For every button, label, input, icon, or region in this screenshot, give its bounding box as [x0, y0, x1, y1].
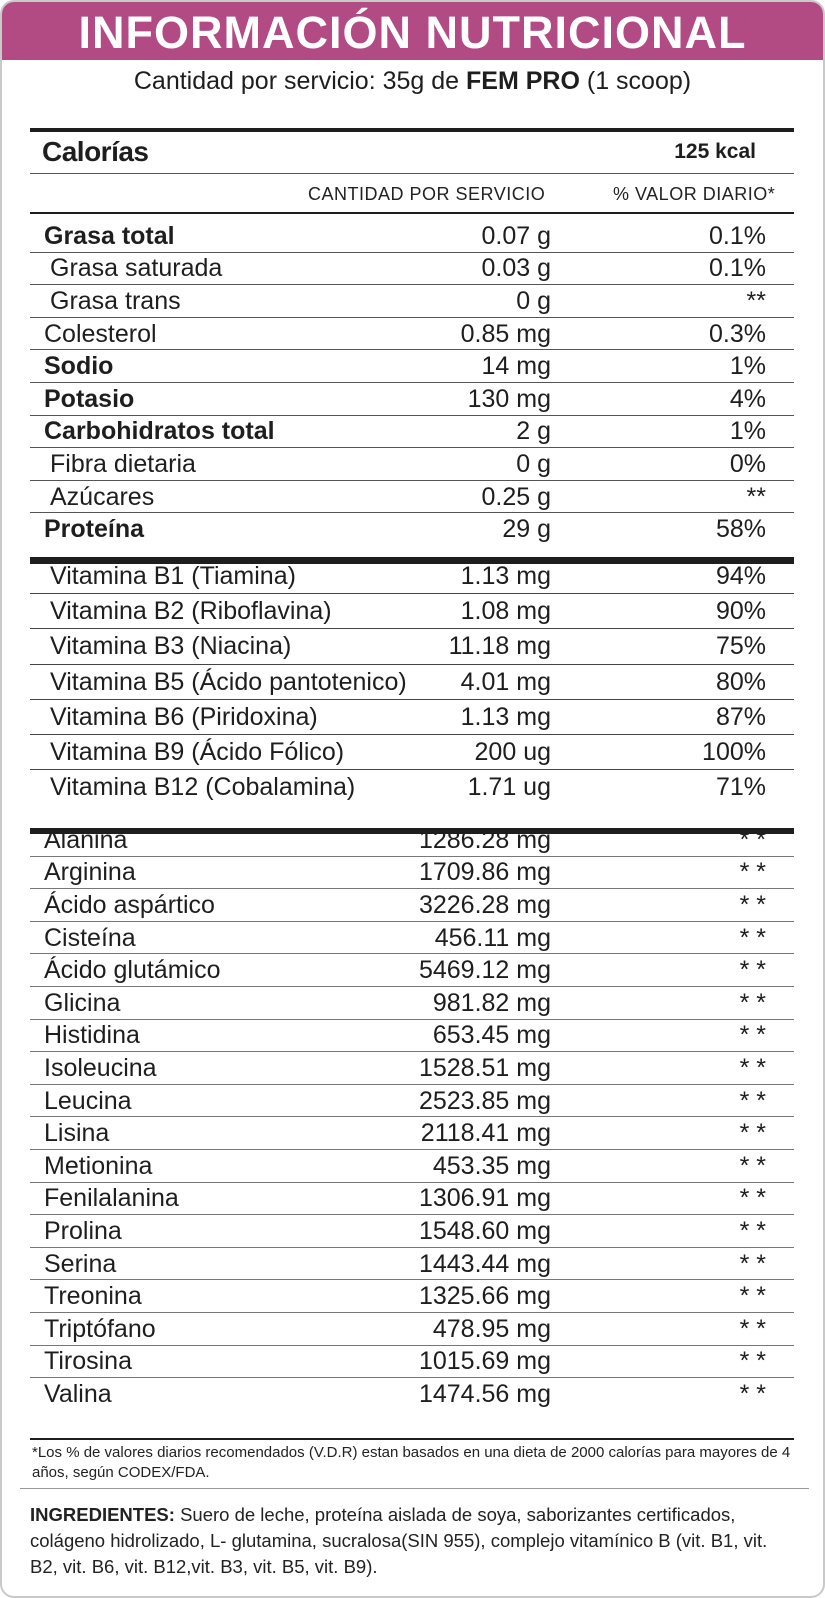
- vitamin-row: [30, 770, 794, 805]
- vitamin-row-amount: 4.01 mg: [460, 667, 551, 696]
- aminoacid-row: [30, 1020, 794, 1053]
- aminoacid-row-name: Isoleucina: [44, 1053, 157, 1082]
- serving-size: [2, 64, 823, 98]
- vitamin-row-name: Vitamina B2 (Riboflavina): [50, 597, 332, 626]
- vitamin-row-amount: 200 ug: [474, 738, 551, 767]
- aminoacid-row: [30, 922, 794, 955]
- aminoacid-row-name: Histidina: [44, 1021, 140, 1050]
- aminoacid-row-amount: 1015.69 mg: [418, 1347, 551, 1376]
- product-name: FEM PRO: [466, 67, 580, 95]
- aminoacid-row-daily-value: * *: [739, 1119, 766, 1148]
- nutrient-row-name: Grasa total: [44, 221, 175, 250]
- aminoacid-row: [30, 1313, 794, 1346]
- ingredients-label: INGREDIENTES:: [30, 1504, 175, 1525]
- vitamin-row: [30, 559, 794, 594]
- nutrient-row: [30, 513, 794, 546]
- aminoacid-row-daily-value: * *: [739, 923, 766, 952]
- aminoacid-row: [30, 1150, 794, 1183]
- aminoacid-row-name: Prolina: [44, 1216, 122, 1245]
- nutrient-row-daily-value: 1%: [729, 352, 766, 381]
- nutrient-row-name: Grasa trans: [50, 286, 181, 315]
- aminoacid-row-daily-value: * *: [739, 825, 766, 854]
- label-title: INFORMACIÓN NUTRICIONAL: [2, 2, 823, 60]
- aminoacid-row-daily-value: * *: [739, 890, 766, 919]
- aminoacid-row-daily-value: * *: [739, 1282, 766, 1311]
- aminoacid-row: [30, 1215, 794, 1248]
- calories-label: Calorías: [42, 136, 149, 167]
- aminoacid-row-daily-value: * *: [739, 1021, 766, 1050]
- vitamin-row-amount: 1.13 mg: [460, 562, 551, 591]
- vitamin-row-daily-value: 87%: [715, 702, 766, 731]
- nutrient-row-amount: 0.85 mg: [460, 319, 551, 348]
- vitamin-row-daily-value: 75%: [715, 632, 766, 661]
- aminoacid-row-daily-value: * *: [739, 1086, 766, 1115]
- aminoacid-row-name: Lisina: [44, 1119, 110, 1148]
- aminoacid-row-daily-value: * *: [739, 1184, 766, 1213]
- nutrient-row-amount: 29 g: [502, 515, 551, 544]
- nutrient-row-daily-value: **: [746, 482, 766, 511]
- aminoacid-row-name: Treonina: [44, 1282, 142, 1311]
- vitamin-row-daily-value: 71%: [715, 773, 766, 802]
- nutrient-row-daily-value: 0.1%: [709, 254, 766, 283]
- aminoacid-row-amount: 1548.60 mg: [418, 1216, 551, 1245]
- aminoacid-row-daily-value: * *: [739, 1151, 766, 1180]
- footnote-divider: [30, 1438, 794, 1440]
- vitamin-row-name: Vitamina B1 (Tiamina): [50, 562, 296, 591]
- aminoacid-row: [30, 824, 794, 857]
- aminoacid-row-daily-value: * *: [739, 1249, 766, 1278]
- nutrient-row-amount: 130 mg: [467, 384, 551, 413]
- aminoacid-row-amount: 456.11 mg: [434, 923, 551, 952]
- aminoacid-row-amount: 1474.56 mg: [418, 1379, 551, 1408]
- nutrient-row-name: Fibra dietaria: [50, 449, 196, 478]
- aminoacid-row-amount: 1528.51 mg: [418, 1053, 551, 1082]
- aminoacid-row-amount: 981.82 mg: [432, 988, 551, 1017]
- vitamin-row-name: Vitamina B3 (Niacina): [50, 632, 292, 661]
- nutrient-row-amount: 0.03 g: [481, 254, 551, 283]
- aminoacid-row: [30, 1183, 794, 1216]
- aminoacid-row-name: Ácido aspártico: [44, 890, 215, 919]
- aminoacid-row-name: Tirosina: [44, 1347, 132, 1376]
- aminoacid-row: [30, 889, 794, 922]
- aminoacid-row-amount: 2523.85 mg: [418, 1086, 551, 1115]
- ingredients-divider: [20, 1488, 809, 1489]
- vitamin-row: [30, 735, 794, 770]
- aminoacid-row-name: Serina: [44, 1249, 117, 1278]
- nutrient-row-daily-value: 58%: [715, 515, 766, 544]
- aminoacid-row-amount: 453.35 mg: [432, 1151, 551, 1180]
- vitamin-row: [30, 629, 794, 664]
- aminoacid-row: [30, 1378, 794, 1411]
- footnote: *Los % de valores diarios recomendados (V.D.R) estan basados en una dieta de 2000 calorías para mayores de 4 años, según CODEX/FDA.: [32, 1444, 791, 1481]
- vitamin-row-name: Vitamina B5 (Ácido pantotenico): [50, 667, 407, 696]
- nutrient-row: [30, 220, 794, 253]
- nutrient-row-name: Sodio: [44, 352, 114, 381]
- aminoacid-row: [30, 1117, 794, 1150]
- aminoacid-row-daily-value: * *: [739, 1347, 766, 1376]
- aminoacid-row: [30, 857, 794, 890]
- nutrient-row: [30, 350, 794, 383]
- aminoacid-row-amount: 5469.12 mg: [418, 956, 551, 985]
- aminoacid-row-amount: 1286.28 mg: [418, 825, 551, 854]
- vitamin-row: [30, 594, 794, 629]
- calories-divider: [30, 173, 794, 174]
- nutrient-row-name: Azúcares: [50, 482, 155, 511]
- nutrient-row-amount: 0 g: [516, 286, 551, 315]
- nutrient-row: [30, 481, 794, 514]
- vitamin-row-amount: 1.08 mg: [460, 597, 551, 626]
- aminoacid-row-name: Valina: [44, 1379, 112, 1408]
- vitamin-row-name: Vitamina B9 (Ácido Fólico): [50, 738, 345, 767]
- vitamin-row-daily-value: 94%: [715, 562, 766, 591]
- vitamin-row: [30, 700, 794, 735]
- vitamin-row-name: Vitamina B12 (Cobalamina): [50, 773, 356, 802]
- aminoacid-row-amount: 1709.86 mg: [418, 858, 551, 887]
- aminoacid-row-amount: 3226.28 mg: [418, 890, 551, 919]
- aminoacid-row-name: Fenilalanina: [44, 1184, 179, 1213]
- nutrient-row: [30, 448, 794, 481]
- aminoacid-row-name: Leucina: [44, 1086, 132, 1115]
- aminoacid-row-amount: 1306.91 mg: [418, 1184, 551, 1213]
- aminoacid-row-daily-value: * *: [739, 1379, 766, 1408]
- top-rule: [30, 128, 794, 132]
- vitamin-row-name: Vitamina B6 (Piridoxina): [50, 702, 318, 731]
- aminoacid-row-name: Ácido glutámico: [44, 956, 221, 985]
- nutrient-row-name: Grasa saturada: [50, 254, 223, 283]
- aminoacid-row-amount: 1443.44 mg: [418, 1249, 551, 1278]
- aminoacid-row: [30, 987, 794, 1020]
- nutrient-row-amount: 0.25 g: [481, 482, 551, 511]
- column-header-amount: CANTIDAD POR SERVICIO: [308, 184, 546, 204]
- aminoacid-row-amount: 2118.41 mg: [420, 1119, 551, 1148]
- nutrient-row: [30, 383, 794, 416]
- nutrients-top-rule: [30, 212, 794, 214]
- vitamin-row-daily-value: 100%: [702, 738, 766, 767]
- aminoacid-row-name: Metionina: [44, 1151, 153, 1180]
- aminoacid-row-daily-value: * *: [739, 988, 766, 1017]
- nutrient-row-daily-value: 0.1%: [709, 221, 766, 250]
- aminoacid-row-name: Arginina: [44, 858, 136, 887]
- vitamin-row: [30, 665, 794, 700]
- vitamin-row-daily-value: 80%: [715, 667, 766, 696]
- nutrient-row-daily-value: 4%: [729, 384, 766, 413]
- calories-row: [30, 134, 794, 170]
- nutrient-row-name: Potasio: [44, 384, 135, 413]
- serving-prefix: Cantidad por servicio: 35g de: [133, 67, 467, 95]
- aminoacid-row-amount: 478.95 mg: [432, 1314, 551, 1343]
- nutrient-row-daily-value: **: [746, 286, 766, 315]
- aminoacid-row-daily-value: * *: [739, 1314, 766, 1343]
- ingredients: [30, 1502, 800, 1580]
- nutrient-row-amount: 0.07 g: [481, 221, 551, 250]
- nutrient-row: [30, 285, 794, 318]
- ingredients-text: Suero de leche, proteína aislada de soya, saborizantes certificados, colágeno hidrolizado, L- glutamina, sucralosa(SIN 955), complejo vitamínico B (vit. B1, vit. B2, vit. B6, vit. B12,vit. B3, vit. B5, vit. B9).: [30, 1504, 768, 1577]
- aminoacid-row-daily-value: * *: [739, 956, 766, 985]
- aminoacid-row-amount: 653.45 mg: [432, 1021, 551, 1050]
- aminoacid-row-daily-value: * *: [739, 858, 766, 887]
- aminoacid-row-daily-value: * *: [739, 1216, 766, 1245]
- aminoacid-row: [30, 1280, 794, 1313]
- aminoacid-row: [30, 954, 794, 987]
- aminoacid-row: [30, 1085, 794, 1118]
- aminoacid-row: [30, 1346, 794, 1379]
- nutrient-row-daily-value: 0.3%: [709, 319, 766, 348]
- nutrient-row-amount: 14 mg: [481, 352, 551, 381]
- nutrient-row: [30, 416, 794, 449]
- aminoacid-row-name: Alanina: [44, 825, 128, 854]
- nutrient-row-name: Proteína: [44, 515, 145, 544]
- serving-suffix: (1 scoop): [579, 67, 692, 95]
- vitamin-row-amount: 1.71 ug: [467, 773, 551, 802]
- nutrient-row-daily-value: 1%: [729, 417, 766, 446]
- nutrient-row: [30, 318, 794, 351]
- vitamin-row-daily-value: 90%: [715, 597, 766, 626]
- vitamin-row-amount: 1.13 mg: [460, 702, 551, 731]
- calories-value: 125 kcal: [674, 140, 756, 163]
- nutrient-row-name: Colesterol: [44, 319, 157, 348]
- vitamin-row-amount: 11.18 mg: [448, 632, 551, 661]
- nutrient-row-daily-value: 0%: [729, 449, 766, 478]
- nutrient-row-amount: 2 g: [516, 417, 551, 446]
- aminoacid-row: [30, 1052, 794, 1085]
- aminoacid-row-name: Cisteína: [44, 923, 136, 952]
- nutrient-row-name: Carbohidratos total: [44, 417, 275, 446]
- aminoacid-row-amount: 1325.66 mg: [418, 1282, 551, 1311]
- aminoacid-row-daily-value: * *: [739, 1053, 766, 1082]
- aminoacid-row: [30, 1248, 794, 1281]
- nutrient-row-amount: 0 g: [516, 449, 551, 478]
- nutrient-row: [30, 253, 794, 286]
- aminoacid-row-name: Glicina: [44, 988, 121, 1017]
- column-header-daily-value: % VALOR DIARIO*: [613, 184, 776, 204]
- aminoacid-row-name: Triptófano: [44, 1314, 156, 1343]
